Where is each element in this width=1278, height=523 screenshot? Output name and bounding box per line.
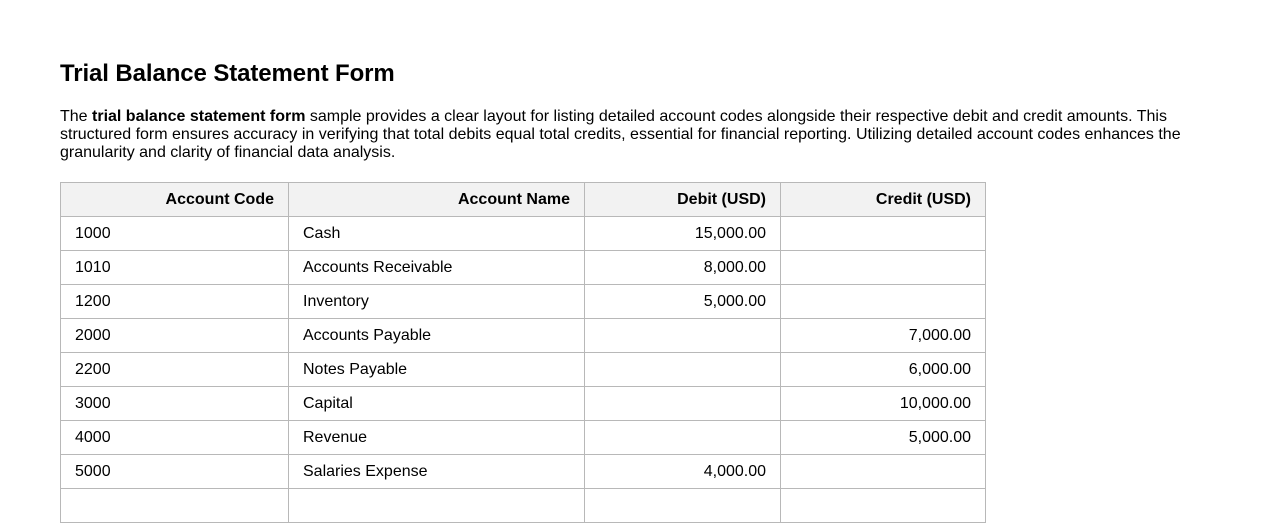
cell-debit <box>585 353 781 387</box>
table-row <box>61 387 986 421</box>
cell-account-code: 5000 <box>61 455 289 489</box>
cell-debit: 15,000.00 <box>585 217 781 251</box>
table-row <box>61 421 986 455</box>
cell-account-code: 2200 <box>61 353 289 387</box>
description-suffix: sample provides a clear layout for listing detailed account codes alongside their respective debit and credit amounts. This structured form ensures accuracy in verifying that total debits equal total credits, essential for financial reporting. Utilizing detailed account codes enhances the granularity and clarity of financial data analysis. <box>60 108 1181 161</box>
cell-credit <box>781 217 986 251</box>
cell-account-name: Salaries Expense <box>289 455 585 489</box>
cell-credit <box>781 251 986 285</box>
page-title: Trial Balance Statement Form <box>60 60 395 87</box>
cell-account-code: 2000 <box>61 319 289 353</box>
cell-account-name: Inventory <box>289 285 585 319</box>
cell-credit <box>781 455 986 489</box>
cell-debit: 5,000.00 <box>585 285 781 319</box>
table-row <box>61 353 986 387</box>
description-prefix: The <box>60 108 93 125</box>
cell-account-code: 4000 <box>61 421 289 455</box>
cell-account-name: Accounts Receivable <box>289 251 585 285</box>
cell-credit: 10,000.00 <box>781 387 986 421</box>
table-row <box>61 489 986 523</box>
header-debit: Debit (USD) <box>585 183 781 217</box>
cell-account-name: Revenue <box>289 421 585 455</box>
cell-debit <box>585 489 781 523</box>
cell-credit <box>781 489 986 523</box>
table-row <box>61 285 986 319</box>
cell-account-code: 1010 <box>61 251 289 285</box>
table-row <box>61 217 986 251</box>
cell-account-code: 1000 <box>61 217 289 251</box>
cell-account-name: Accounts Payable <box>289 319 585 353</box>
cell-debit <box>585 387 781 421</box>
description-paragraph <box>60 108 1200 162</box>
cell-account-name: Capital <box>289 387 585 421</box>
header-account-name: Account Name <box>289 183 585 217</box>
cell-debit <box>585 421 781 455</box>
cell-credit: 5,000.00 <box>781 421 986 455</box>
cell-account-code: 3000 <box>61 387 289 421</box>
cell-debit: 4,000.00 <box>585 455 781 489</box>
cell-debit: 8,000.00 <box>585 251 781 285</box>
cell-account-name: Notes Payable <box>289 353 585 387</box>
cell-account-name: Cash <box>289 217 585 251</box>
table-row <box>61 319 986 353</box>
table-row <box>61 455 986 489</box>
cell-account-code: 1200 <box>61 285 289 319</box>
header-account-code: Account Code <box>61 183 289 217</box>
cell-credit: 7,000.00 <box>781 319 986 353</box>
description-bold-term: trial balance statement form <box>92 108 306 125</box>
cell-credit: 6,000.00 <box>781 353 986 387</box>
table-row <box>61 251 986 285</box>
cell-credit <box>781 285 986 319</box>
table-header-row <box>61 183 986 217</box>
header-credit: Credit (USD) <box>781 183 986 217</box>
document-page <box>60 60 1220 523</box>
cell-account-code <box>61 489 289 523</box>
trial-balance-table <box>60 182 986 523</box>
cell-debit <box>585 319 781 353</box>
cell-account-name <box>289 489 585 523</box>
